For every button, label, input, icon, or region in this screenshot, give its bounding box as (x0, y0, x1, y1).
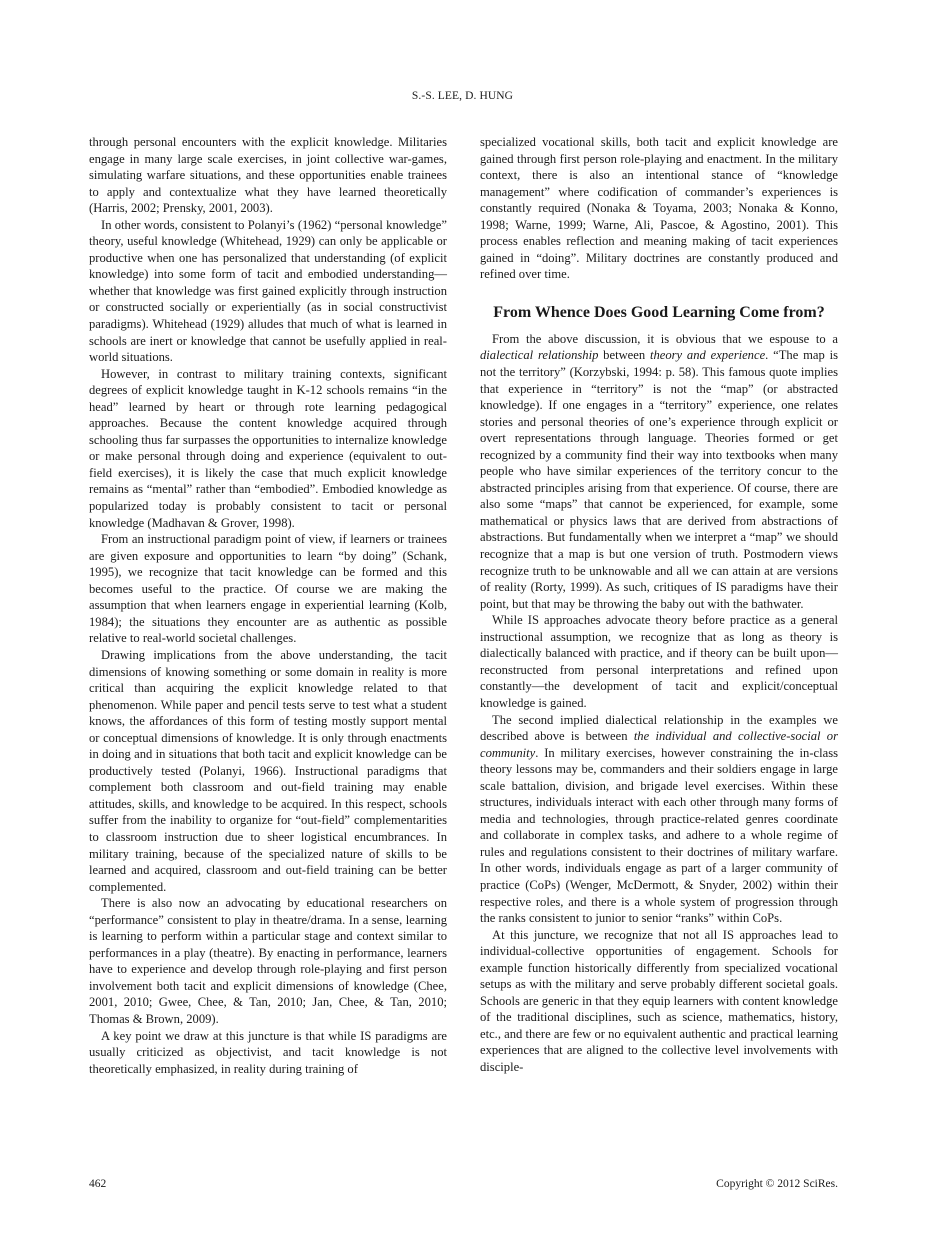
paragraph: In other words, consistent to Polanyi’s (1962) “personal knowledge” theory, useful knowledge (Whitehead, 1929) can only be applicable or productive when one has personalized that understanding (of explicit knowledge) into some form of tacit and embodied understanding—whether that knowledge was first gained explicitly through instruction or constructed socially or experientially (as in social constructivist paradigms). Whitehead (1929) alludes that much of what is learned in schools are inert or knowledge that cannot be usefully applied in real-world situations. (89, 217, 447, 365)
paragraph: specialized vocational skills, both tacit and explicit knowledge are gained through first person role-playing and enactment. In the military context, there is also an intentional stance of “knowledge management” where codification of commander’s experiences is constantly required (Nonaka & Toyama, 2003; Nonaka & Konno, 1998; Warne, 1999; Warne, Ali, Pascoe, & Agostino, 2001). This process enables reflection and meaning making of tacit experiences gained in “doing”. Military doctrines are constantly produced and refined over time. (480, 135, 838, 282)
text-run: From the above discussion, it is obvious that we espouse to a (492, 331, 838, 346)
emphasis: theory and experience (649, 348, 766, 363)
text-run: between (598, 348, 650, 363)
text-run: . In military exercises, however constraining the in-class theory lessons may be, commanders and their soldiers engage in large scale battalion, division, and brigade level exercises. Within these structures, individuals interact with each other through many forms of media and technologies, through practice-related genres coordinate and collaborate in complex tasks, and adhere to a whole regime of rules and regulations consistent to their doctrines of military warfare. In other words, individuals engage as part of a larger community of practice (CoPs) (Wenger, McDermott, & Snyder, 2002) within their respective roles, and there is a whole system of progression through the ranks consistent to junior to senior “ranks” within CoPs. (480, 745, 838, 926)
text-run: The second implied dialectical relationship in the examples we described above is between (480, 712, 838, 744)
left-column (89, 134, 447, 1077)
right-column (480, 134, 838, 1076)
text-run: . “The map is not the territory” (Korzybski, 1994: p. 58). This famous quote implies that experience in “territory” is not the “map” (or abstracted knowledge). If one engages in a “territory” experience, one relates stories and personal theories of one’s experience through explicit or overt representations through language. Theories formed or get recognized by a community find their way into textbooks when many people who have similar experiences of the territory concur to the abstracted principles arising from that experience. Of course, there are also some “maps” that cannot be experienced, for example, some mathematical or physics laws that are derived from abstractions of abstractions. But fundamentally when we interpret a “map” we should recognize that a map is but one version of truth. Postmodern views recognize truth to be unknowable and all we can attain at are versions of reality (Rorty, 1999). As such, critiques of IS paradigms have their point, but that may be throwing the baby out with the bathwater. (480, 348, 838, 611)
copyright-notice: Copyright © 2012 SciRes. (716, 1178, 838, 1190)
paragraph (480, 331, 838, 612)
paragraph: A key point we draw at this juncture is that while IS paradigms are usually criticized as objectivist, and tacit knowledge is not theoretically emphasized, in reality during training of (89, 1028, 447, 1076)
section-heading: From Whence Does Good Learning Come from? (493, 303, 825, 321)
paragraph: While IS approaches advocate theory before practice as a general instructional assumption, we recognize that as long as theory is dialectically balanced with practice, and if theory can be built upon—reconstructed from personal interpretations and refined upon constantly—the development of tacit and explicit/conceptual knowledge is gained. (480, 613, 838, 710)
emphasis: the individual and collective-social or community (480, 729, 838, 760)
emphasis: dialectical relationship (480, 348, 599, 363)
paragraph: From an instructional paradigm point of view, if learners or trainees are given exposure and opportunities to learn “by doing” (Schank, 1995), we recognize that tacit knowledge can be formed and this becomes useful to the practice. Of course we are making the assumption that when learners engage in experiential learning (Kolb, 1984); the situations they encounter are as authentic as possible relative to real-world societal challenges. (89, 532, 447, 646)
paragraph: Drawing implications from the above understanding, the tacit dimensions of knowing something or some domain in reality is more critical than acquiring the explicit knowledge related to that phenomenon. While paper and pencil tests serve to test what a student knows, the affordances of this form of testing mostly support mental or conceptual dimensions of knowledge. It is only through enactments in doing and in situations that both tacit and explicit knowledge can be productively tested (Polanyi, 1966). Instructional paradigms that complement both classroom and out-field training may enable attitudes, skills, and knowledge to be acquired. In this respect, schools suffer from the inability to organize for “out-field” complementarities to classroom instruction due to sheer logistical encumbrances. In military training, because of the specialized nature of skills to be learned and acquired, classroom and out-field training can be better complemented. (89, 647, 447, 894)
paragraph: through personal encounters with the explicit knowledge. Militaries engage in many large scale exercises, in joint collective war-games, simulating warfare situations, and these opportunities enable trainees to apply and contextualize what they have learned theoretically (Harris, 2002; Prensky, 2001, 2003). (89, 135, 447, 216)
running-head: S.-S. LEE, D. HUNG (411, 90, 514, 102)
page-number: 462 (89, 1178, 107, 1190)
paragraph: There is also now an advocating by educational researchers on “performance” consistent to play in theatre/drama. In a sense, learning is learning to perform within a particular stage and context similar to performances in a play (theatre). By enacting in performance, learners have to experience and develop through role-playing and first person involvement both tacit and explicit dimensions of knowledge (Chee, 2001, 2010; Gwee, Chee, & Tan, 2010; Jan, Chee, & Tan, 2010; Thomas & Brown, 2009). (89, 896, 447, 1026)
paragraph (480, 712, 838, 927)
paragraph: At this juncture, we recognize that not all IS approaches lead to individual-collective opportunities of engagement. Schools for example function historically differently from specialized vocational setups as with the military and serve probably different societal goals. Schools are generic in that they equip learners with content knowledge of the traditional disciplines, such as science, mathematics, history, etc., and there are few or no equivalent authentic and practical learning experiences that are aligned to the collective level involvements with disciple- (480, 927, 838, 1074)
paragraph: However, in contrast to military training contexts, significant degrees of explicit knowledge taught in K-12 schools remains “in the head” learned by heart or through rote learning pedagogical approaches. Because the content knowledge acquired through schooling thus far surpasses the opportunities to internalize knowledge or make personal through doing and experience (equivalent to out-field exercises), it is likely the case that much explicit knowledge remains as “mental” rather than “embodied”. Embodied knowledge as popularized today is probably consistent to tacit or personal knowledge (Madhavan & Grover, 1998). (89, 366, 447, 530)
